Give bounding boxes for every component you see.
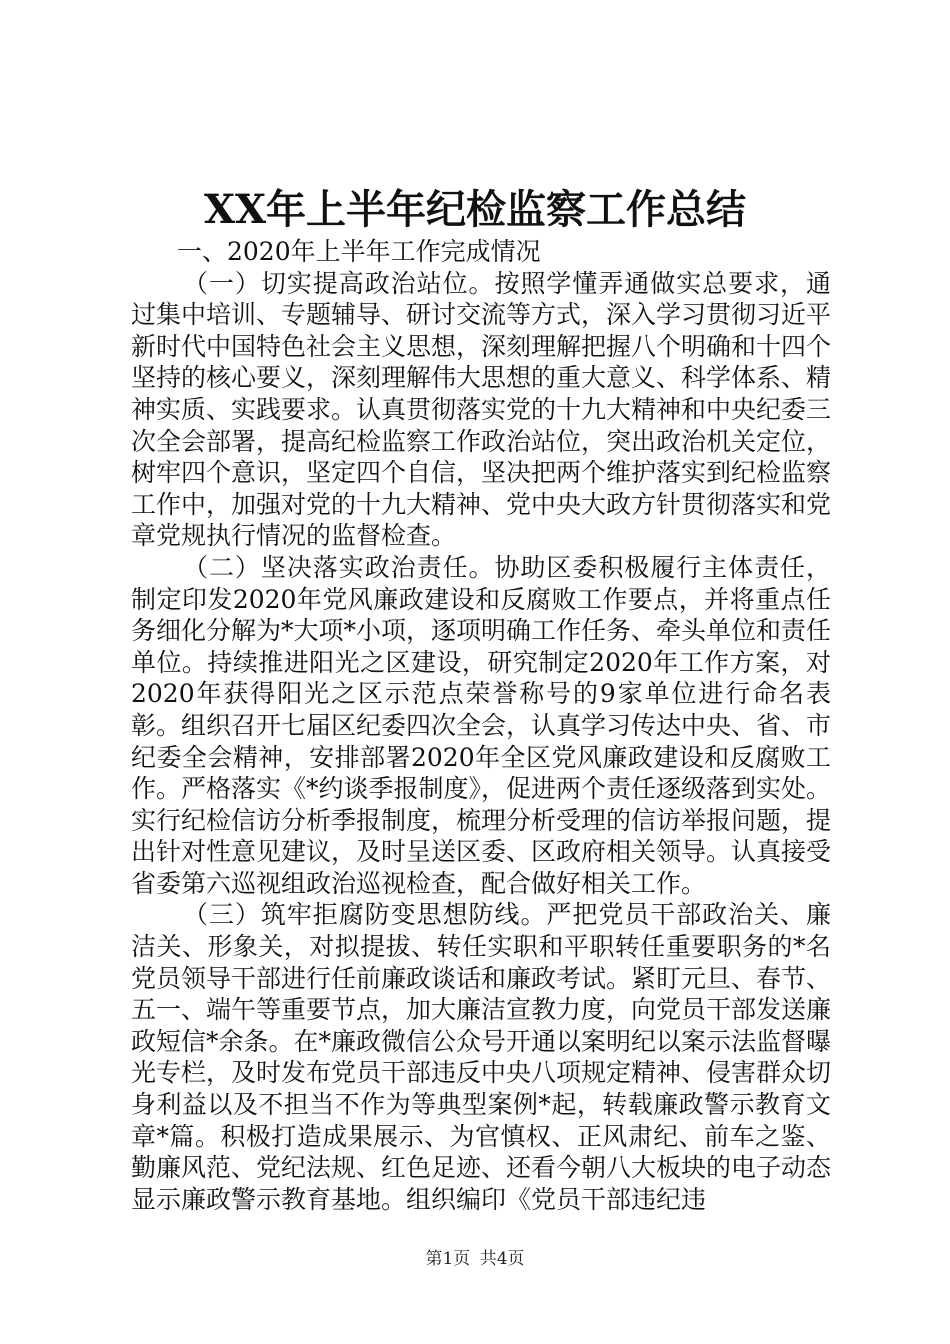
page-footer	[0, 1244, 950, 1269]
section-heading: 一、2020年上半年工作完成情况	[177, 237, 541, 266]
paragraph-3: （三）筑牢拒腐防变思想防线。严把党员干部政治关、廉洁关、形象关，对拟提拔、转任实职和平职转任重要职务的*名党员领导干部进行任前廉政谈话和廉政考试。紧盯元旦、春节、五一、端午等重要节点，加大廉洁宣教力度，向党员干部发送廉政短信*余条。在*廉政微信公众号开通以案明纪以案示法监督曝光专栏，及时发布党员干部违反中央八项规定精神、侵害群众切身利益以及不担当不作为等典型案例*起，转载廉政警示教育文章*篇。积极打造成果展示、为官慎权、正风肃纪、前车之鉴、勤廉风范、党纪法规、红色足迹、还看今朝八大板块的电子动态显示廉政警示教育基地。组织编印《党员干部违纪违	[131, 900, 832, 1214]
document-title: XX年上半年纪检监察工作总结	[203, 186, 747, 233]
paragraph-1: （一）切实提高政治站位。按照学懂弄通做实总要求，通过集中培训、专题辅导、研讨交流等方式，深入学习贯彻习近平新时代中国特色社会主义思想，深刻理解把握八个明确和十四个坚持的核心要义，深刻理解伟大思想的重大意义、科学体系、精神实质、实践要求。认真贯彻落实党的十九大精神和中央纪委三次全会部署，提高纪检监察工作政治站位，突出政治机关定位，树牢四个意识，坚定四个自信，坚决把两个维护落实到纪检监察工作中，加强对党的十九大精神、党中央大政方针贯彻落实和党章党规执行情况的监督检查。	[131, 268, 832, 551]
page-total: 共4页	[479, 1249, 525, 1269]
paragraph-2: （二）坚决落实政治责任。协助区委积极履行主体责任，制定印发2020年党风廉政建设和反腐败工作要点，并将重点任务细化分解为*大项*小项，逐项明确工作任务、牵头单位和责任单位。持续推进阳光之区建设，研究制定2020年工作方案，对2020年获得阳光之区示范点荣誉称号的9家单位进行命名表彰。组织召开七届区纪委四次全会，认真学习传达中央、省、市纪委全会精神，安排部署2020年全区党风廉政建设和反腐败工作。严格落实《*约谈季报制度》，促进两个责任逐级落到实处。实行纪检信访分析季报制度，梳理分析受理的信访举报问题，提出针对性意见建议，及时呈送区委、区政府相关领导。认真接受省委第六巡视组政治巡视检查，配合做好相关工作。	[131, 552, 832, 898]
page-number: 第1页	[425, 1249, 471, 1269]
document-body	[131, 236, 831, 1215]
